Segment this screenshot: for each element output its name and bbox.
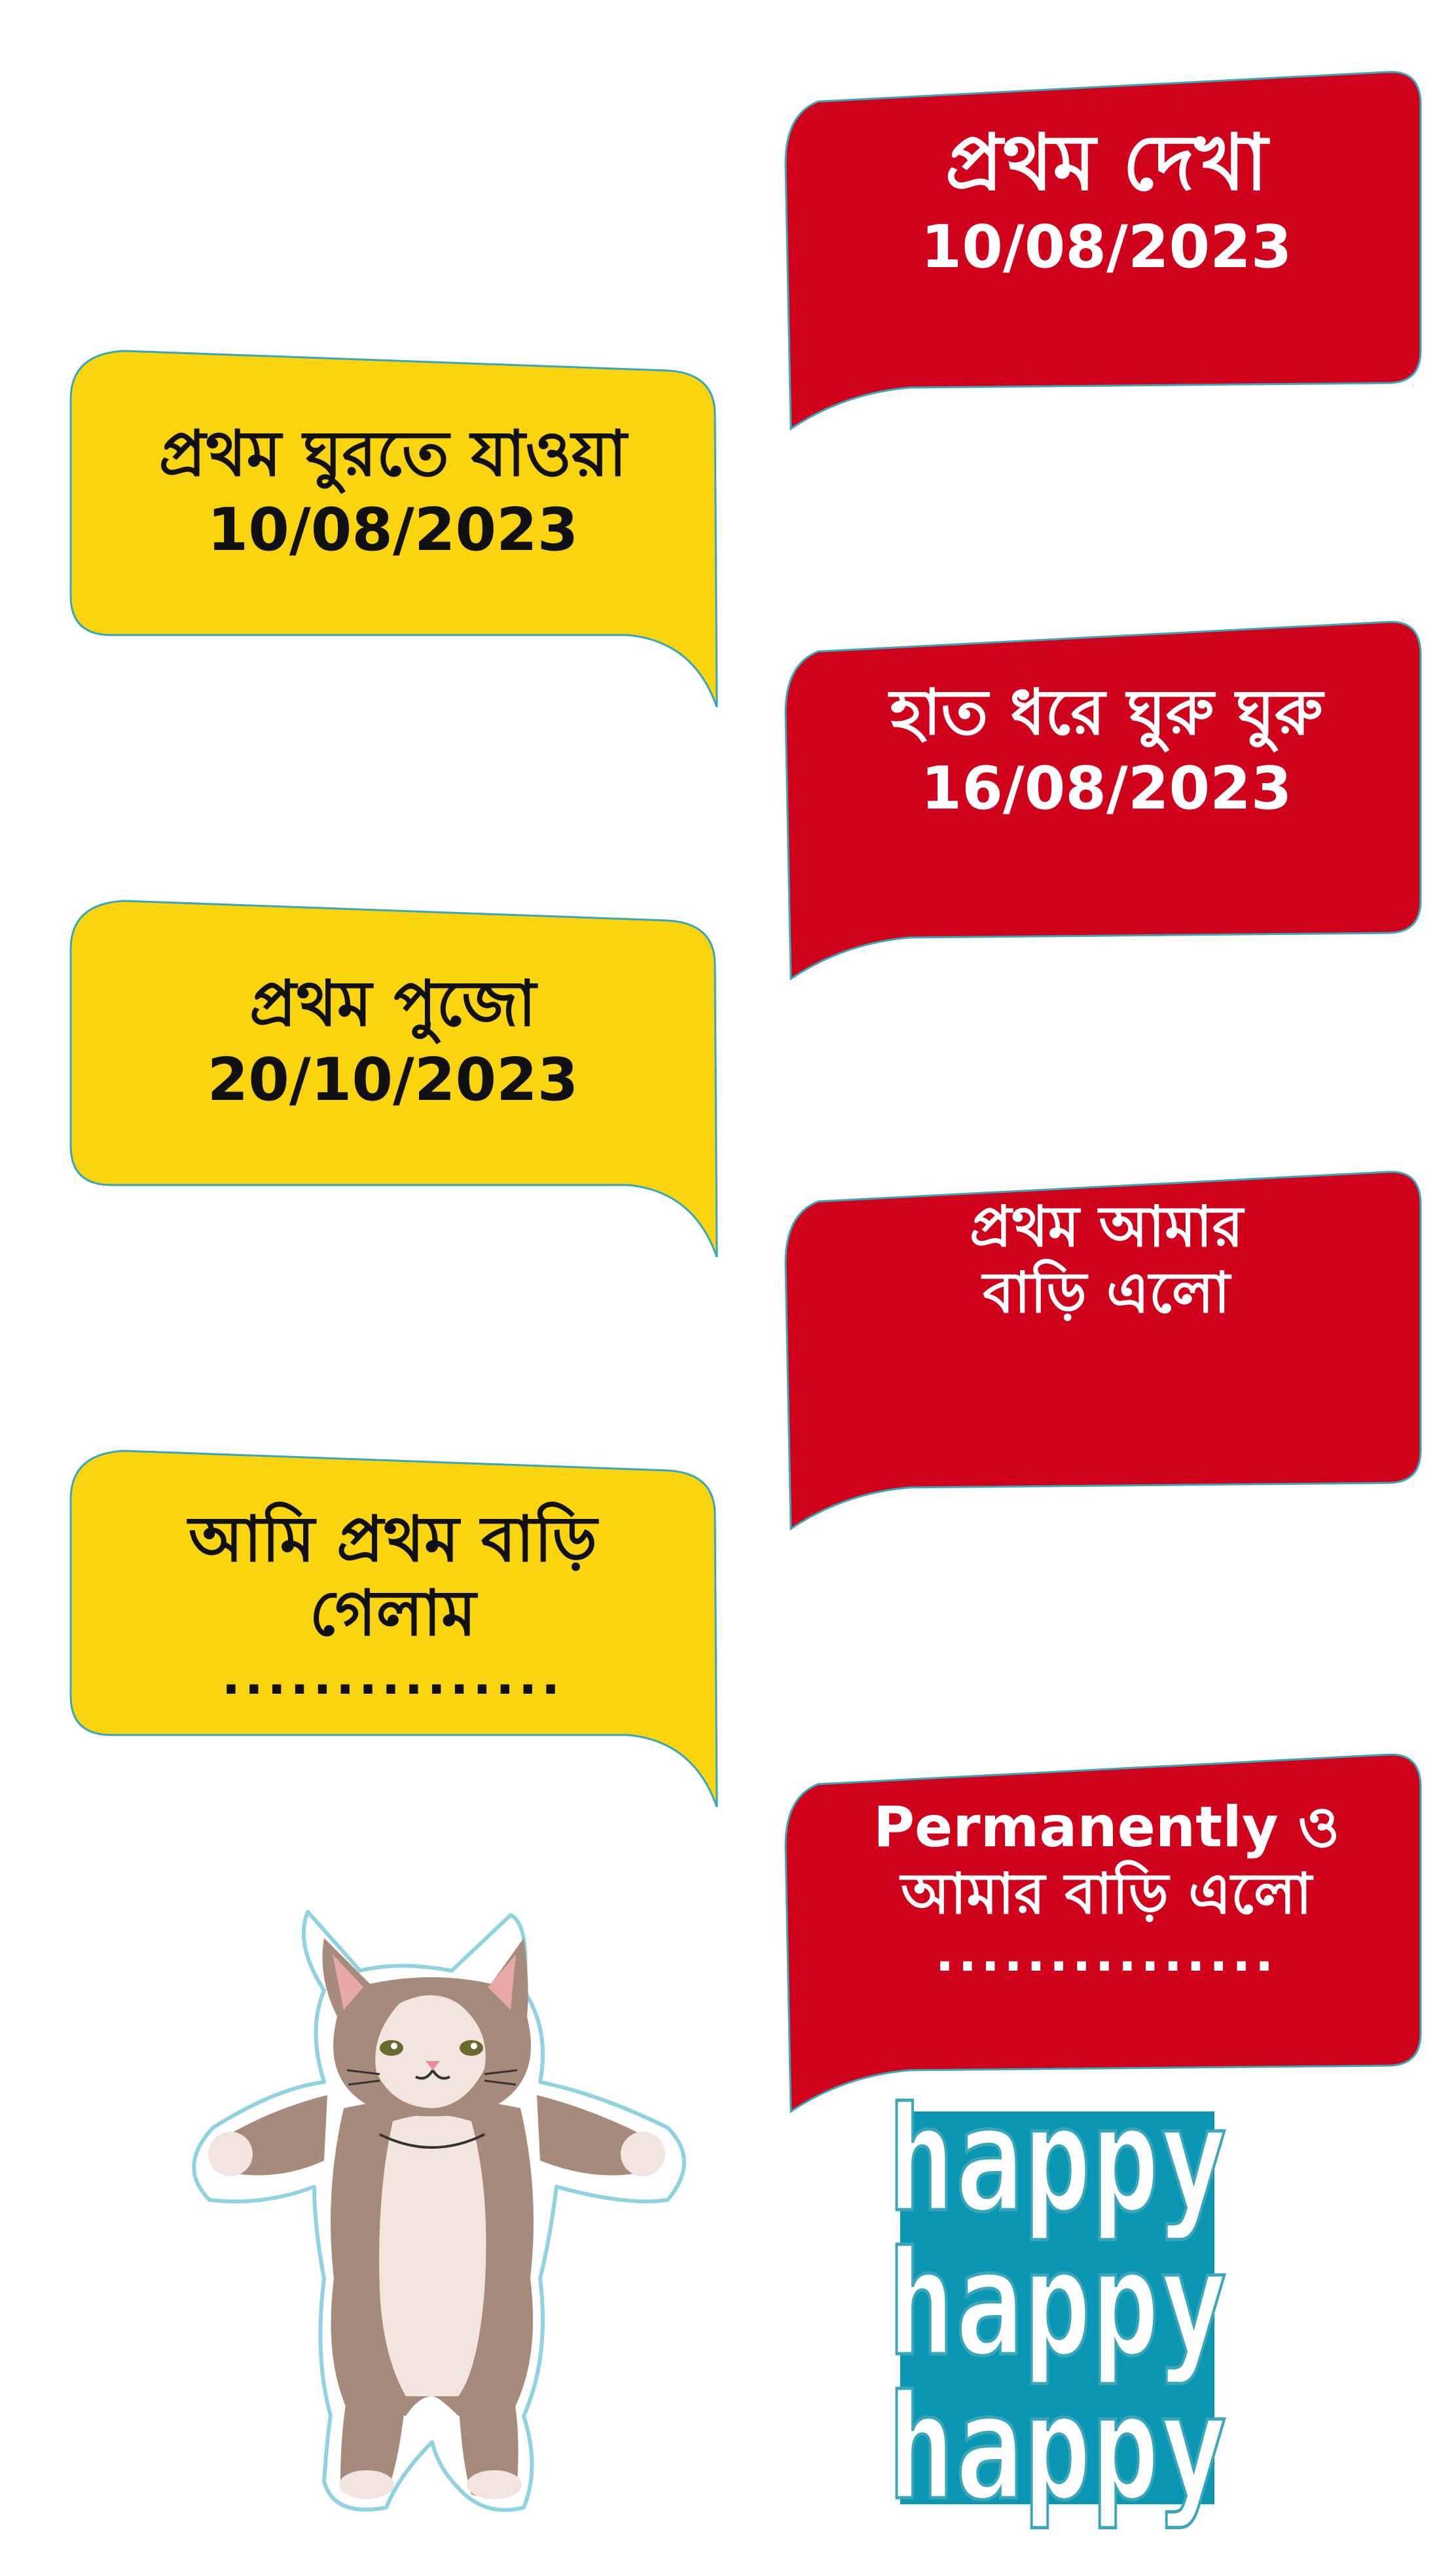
bubble-2-date: 10/08/2023 (207, 495, 579, 564)
cat-right-paw (621, 2132, 665, 2176)
bubble-4-title: প্রথম পুজো (249, 967, 537, 1041)
bubble-5-text (786, 1172, 1427, 1349)
bubble-5-line-2: বাড়ি এলো (983, 1260, 1230, 1326)
happy-happy-happy-sticker (874, 2072, 1241, 2532)
bubble-3-text (786, 635, 1427, 864)
bubble-3-title: হাত ধরে ঘুরু ঘুরু (890, 676, 1323, 750)
bubble-4-text (72, 917, 714, 1165)
bubble-7-dots: ............... (935, 1924, 1278, 1983)
bubble-6-text (72, 1486, 714, 1715)
bubble-7-line-1: Permanently ও (873, 1795, 1340, 1861)
happy-word-2: happy (887, 2220, 1228, 2388)
cat-left-paw (208, 2132, 253, 2176)
bubble-6-dots: ............... (221, 1647, 564, 1706)
happy-word-1: happy (887, 2076, 1228, 2244)
bubble-1-title: প্রথম দেখা (945, 117, 1268, 208)
dancing-cat-sticker (183, 1899, 694, 2521)
cat-right-foot (467, 2470, 522, 2499)
bubble-2-text (72, 367, 714, 615)
bubble-6-line-2: গেলাম (309, 1576, 477, 1650)
bubble-1-text (786, 85, 1427, 314)
bubble-6-line-1: আমি প্রথম বাড়ি (189, 1502, 597, 1576)
bubble-7-text (786, 1774, 1427, 1997)
happy-word-3: happy (887, 2364, 1228, 2532)
cat-left-foot (339, 2470, 394, 2499)
bubble-5-line-1: প্রথম আমার (970, 1194, 1243, 1260)
bubble-1-date: 10/08/2023 (920, 212, 1292, 282)
bubble-7-line-2: আমার বাড়ি এলো (901, 1861, 1312, 1927)
cat-belly (379, 2115, 486, 2396)
bubble-3-date: 16/08/2023 (920, 754, 1292, 823)
bubble-4-date: 20/10/2023 (207, 1045, 579, 1114)
bubble-2-title: প্রথম ঘুরতে যাওয়া (158, 417, 627, 491)
